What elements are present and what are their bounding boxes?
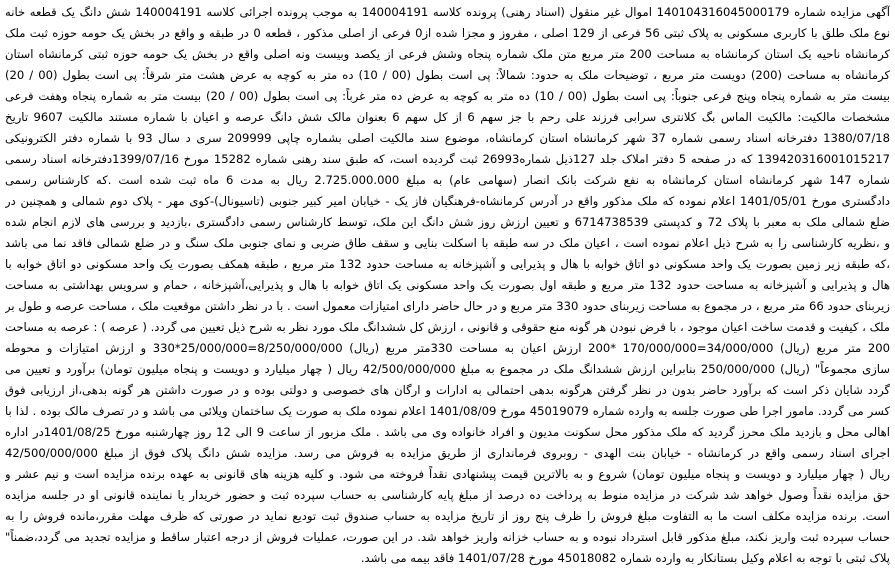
notice-line-12: و ،نظریه کارشناسی را به شرح ذیل اعلام نموده است ، اعیان ملک در سه طبقه با اسکلت بنایی و سقف طاق ضربی و نمای جنوبی ملک سنگ و در ضلع شمالی فاقد نما می باشد bbox=[5, 236, 890, 250]
notice-line-7: 1380/07/18 دفترخانه اسناد رسمی شماره 37 شهر کرمانشاه استان کرمانشاه، موضوع سند مالکیت اصلی بشماره چاپی 209999 سری د سال 93 با شماره دفتر الکترونیکی bbox=[5, 131, 890, 145]
notice-line-24: حق مزایده نقداً وصول خواهد شد شرکت در مزایده منوط به پرداخت ده درصد از مبلغ پایه کارشناسی به حساب سپرده ثبت و حضور خریدار یا نماینده قانونی او در جلسه مزایده bbox=[5, 488, 890, 502]
notice-line-20: کسر می گردد. مامور اجرا طی صورت جلسه به وارده شماره 45019079 مورخ 1401/08/09 اعلام نموده ملک به صورت یک ساختمان ویلائی می باشد و در تصرف مالک بوده . لذا با bbox=[5, 404, 890, 418]
notice-line-4: کرمانشاه به مساحت (200) دویست متر مربع ، توضیحات ملک به حدود: شمالاً: پی است بطول (00 / 10) ده متر به کوچه به عرض هشت متر شرقاً: پی است بطول (00 / 20) bbox=[5, 68, 890, 82]
notice-line-17: 200 متر مربع (ریال) 34/000/000=170/000/000 *200 ارزش اعیان به مساحت 330متر مربع (ریال) 8/250/000/000=25/000/000*330 و ارزش امتیازات و محوطه bbox=[5, 341, 890, 355]
notice-line-8: 139420316001015217 که در صفحه 5 دفتر املاک جلد 127ذیل شماره26993 ثبت گردیده است، که طبق سند رهنی شماره 15282 مورخ 1399/07/16دفترخانه اسناد رسمی bbox=[5, 152, 890, 166]
notice-line-22: اجرای اسناد رسمی واقع در کرمانشاه - خیابان بنت الهدی - روبروی فرمانداری از طریق مزایده به فروش می رسد. مزایده شش دانگ پلاک فوق از مبلغ 42/500/000/000 bbox=[5, 446, 890, 460]
notice-line-2: نوع ملک طلق با کاربری مسکونی به پلاک ثبتی 56 فرعی از 129 اصلی ، مفروز و مجزا شده از0 فرعی از اصلی مذکور ، قطعه 0 در طبقه و واقع در بخش یک حومه حوزه ثبت ملک bbox=[5, 26, 890, 40]
notice-line-15: زیربنای حدود 66 متر مربع ، در مجموع به مساحت زیربنای حدود 330 متر مربع و در حال حاضر دارای امتیازات معمول است . با در نظر داشتن موقعیت ملک ، مساحت عرصه و طول بر bbox=[5, 299, 890, 313]
notice-line-14: هال و پذیرایی و آشپزخانه به مساحت حدود 132 متر مربع و طبقه اول بصورت یک واحد مسکونی یک اتاق خوابه با هال و پذیرایی،آشپزخانه ، حمام و سرویس بهداشتی به مساحت bbox=[5, 278, 890, 292]
notice-line-23: ریال ( چهار میلیارد و دویست و پنجاه میلیون تومان) شروع و به بالاترین قیمت پیشنهادی نقداً فروخته می شود. و کلیه هزینه های قانونی به عهده برنده مزایده است و نیم عشر و bbox=[5, 467, 890, 481]
notice-line-13: ،که طبقه زیر زمین بصورت یک واحد مسکونی دو اتاق خوابه با هال و پذیرایی و آشپزخانه به مساحت حدود 132 متر مربع ، طبقه همکف بصورت یک واحد مسکونی دو اتاق خوابه با bbox=[5, 257, 890, 271]
notice-line-3: کرمانشاه ناحیه یک استان کرمانشاه به مساحت 200 متر مربع متن ملک شماره پنجاه وشش فرعی از یکصد وبیست ونه اصلی واقع در بخش یک حومه حوزه ثبتی کرمانشاه استان bbox=[5, 47, 890, 61]
notice-line-1: آگهی مزایده شماره 140104316045000179 اموال غیر منقول (اسناد رهنی) پرونده کلاسه 140004191 به موجب پرونده اجرائی کلاسه 140004191 شش دانگ یک قطعه خانه bbox=[5, 5, 890, 19]
notice-line-18: سازی مجموعاً" (ریال) 250/000/000 بنابراین ارزش ششدانگ ملک در مجموع به مبلغ 42/500/000/000 ریال ( چهار میلیارد و دویست و پنجاه میلیون تومان) برآورد و تعیین می bbox=[5, 362, 890, 376]
notice-line-11: ضلع شمالی ملک به معبر با پلاک 72 و کدپستی 6714738539 و تعیین ارزش روز شش دانگ این ملک، توسط کارشناس رسمی دادگستری ،بازدید و بررسی های لازم انجام شده bbox=[5, 215, 890, 229]
notice-line-19: گردد شایان ذکر است که برآورد حاضر بدون در نظر گرفتن هرگونه بدهی احتمالی به ادارات و ارگان های خصوصی و دولتی بوده و در صورت داشتن هر گونه بدهی،از ارزیابی فوق bbox=[5, 383, 890, 397]
notice-line-5: بیست متر به شماره پنجاه وپنج فرعی جنوباً: پی است بطول (00 / 10) ده متر به کوچه به عرض ده متر غرباً: پی است بطول (00 / 20) بیست متر به شماره پنجاه وهفت فرعی bbox=[5, 89, 890, 103]
notice-line-25: است. برنده مزایده مکلف است ما به التفاوت مبلغ فروش را ظرف پنج روز از تاریخ مزایده به حساب صندوق ثبت تودیع نماید در صورتی که ظرف مهلت مقرر،مانده فروش را به bbox=[5, 509, 890, 523]
notice-line-26: حساب سپرده ثبت واریز نکند، مبلغ مذکور قابل استرداد نبوده و به حساب خزانه واریز خواهد شد. در این صورت، عملیات فروش از درجه اعتبار ساقط و مزایده تجدید می گردد،ضمناً" bbox=[5, 530, 890, 544]
notice-line-21: اهالی محل و بازدید ملک محرز گردید که ملک مذکور محل سکونت مدیون و افراد خانواده وی می باشد . ملک مزبور از ساعت 9 الی 12 روز چهارشنبه مورخ 1401/08/25در اداره bbox=[5, 425, 890, 439]
notice-line-6: مشخصات مالکیت: مالکیت الماس بگ کلانتری سرابی فرزند علی رحم با جز سهم 6 از کل سهم 6 بعنوان مالک شش دانگ عرصه و اعیان با شماره مستند مالکیت 9607 تاریخ bbox=[5, 110, 890, 124]
notice-line-16: ملک ، کیفیت و قدمت ساخت اعیان موجود ، با فرض نبودن هر گونه منع حقوقی و قانونی ، ارزش کل ششدانگ ملک مورد نظر به شرح ذیل تعیین می گردد. ( عرصه ) : عرصه به مساحت bbox=[5, 320, 890, 334]
notice-line-10: دادگستری مورخ 1401/05/01 اعلام نموده که ملک مذکور واقع در آدرس کرمانشاه-فرهنگیان فاز یک - خیابان امیر کبیر جنوبی (تاسیونال)-کوی مهر - پلاک دوم شمالی و همچنین در bbox=[5, 194, 890, 208]
notice-line-27: پلاک ثبتی با توجه به اعلام وکیل بستانکار به وارده شماره 45018082 مورخ 1401/07/28 فاقد بیمه می باشد. bbox=[360, 551, 890, 565]
notice-line-9: شماره 147 شهر کرمانشاه استان کرمانشاه به نفع شرکت بانک انصار (سهامی عام) به مبلغ 2.725.000.000 ریال به مدت 6 ماه ثبت شده است .که کارشناس رسمی bbox=[5, 173, 890, 187]
